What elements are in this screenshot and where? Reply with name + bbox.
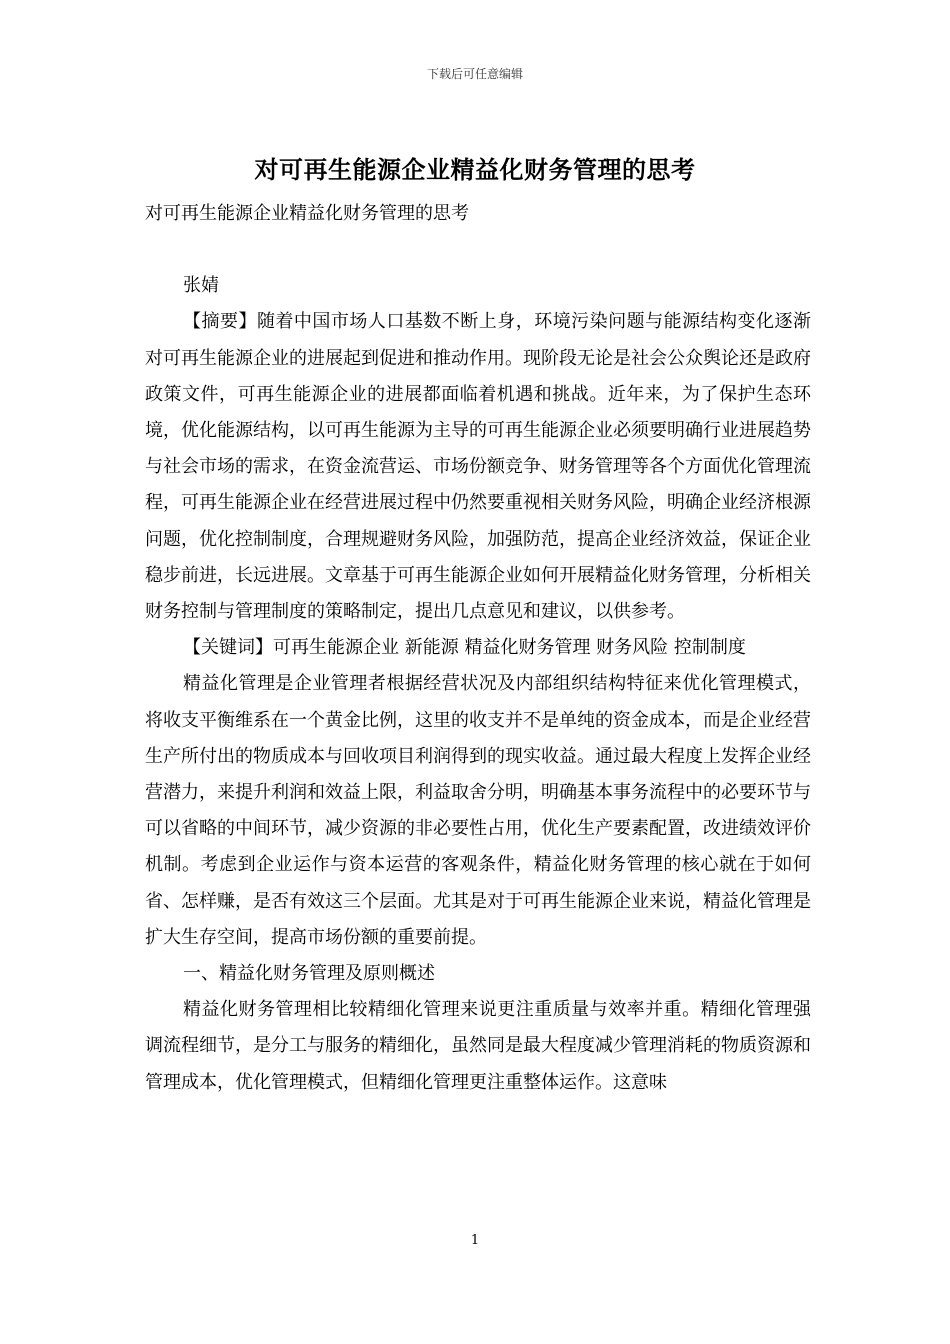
author-name: 张婧 xyxy=(183,275,219,297)
document-body xyxy=(145,196,811,1101)
page-header: 下载后可任意编辑 xyxy=(426,67,523,81)
keywords-line: 【关键词】可再生能源企业 新能源 精益化财务管理 财务风险 控制制度 xyxy=(183,637,746,659)
document-subtitle: 对可再生能源企业精益化财务管理的思考 xyxy=(145,203,469,224)
abstract-paragraph: 【摘要】随着中国市场人口基数不断上身，环境污染问题与能源结构变化逐渐对可再生能源企业的进展起到促进和推动作用。现阶段无论是社会公众舆论还是政府政策文件，可再生能源企业的进展都面临着机遇和挑战。近年来，为了保护生态环境，优化能源结构，以可再生能源为主导的可再生能源企业必须要明确行业进展趋势与社会市场的需求，在资金流营运、市场份额竞争、财务管理等各个方面优化管理流程，可再生能源企业在经营进展过程中仍然要重视相关财务风险，明确企业经济根源问题，优化控制制度，合理规避财务风险，加强防范，提高企业经济效益，保证企业稳步前进，长远进展。文章基于可再生能源企业如何开展精益化财务管理，分析相关财务控制与管理制度的策略制定，提出几点意见和建议，以供参考。 xyxy=(145,311,811,623)
blank-line xyxy=(145,232,811,268)
document-title: 对可再生能源企业精益化财务管理的思考 xyxy=(254,155,696,184)
page-number: 1 xyxy=(470,1233,480,1248)
section-heading: 一、精益化财务管理及原则概述 xyxy=(183,963,435,985)
body-paragraph: 精益化财务管理相比较精细化管理来说更注重质量与效率并重。精细化管理强调流程细节，是分工与服务的精细化，虽然同是最大程度减少管理消耗的物质资源和管理成本，优化管理模式，但精细化管理更注重整体运作。这意味 xyxy=(145,999,811,1093)
body-paragraph: 精益化管理是企业管理者根据经营状况及内部组织结构特征来优化管理模式，将收支平衡维系在一个黄金比例，这里的收支并不是单纯的资金成本，而是企业经营生产所付出的物质成本与回收项目利润得到的现实收益。通过最大程度上发挥企业经营潜力，来提升利润和效益上限，利益取舍分明，明确基本事务流程中的必要环节与可以省略的中间环节，减少资源的非必要性占用，优化生产要素配置，改进绩效评价机制。考虑到企业运作与资本运营的客观条件，精益化财务管理的核心就在于如何省、怎样赚，是否有效这三个层面。尤其是对于可再生能源企业来说，精益化管理是扩大生存空间，提高市场份额的重要前提。 xyxy=(145,673,811,948)
